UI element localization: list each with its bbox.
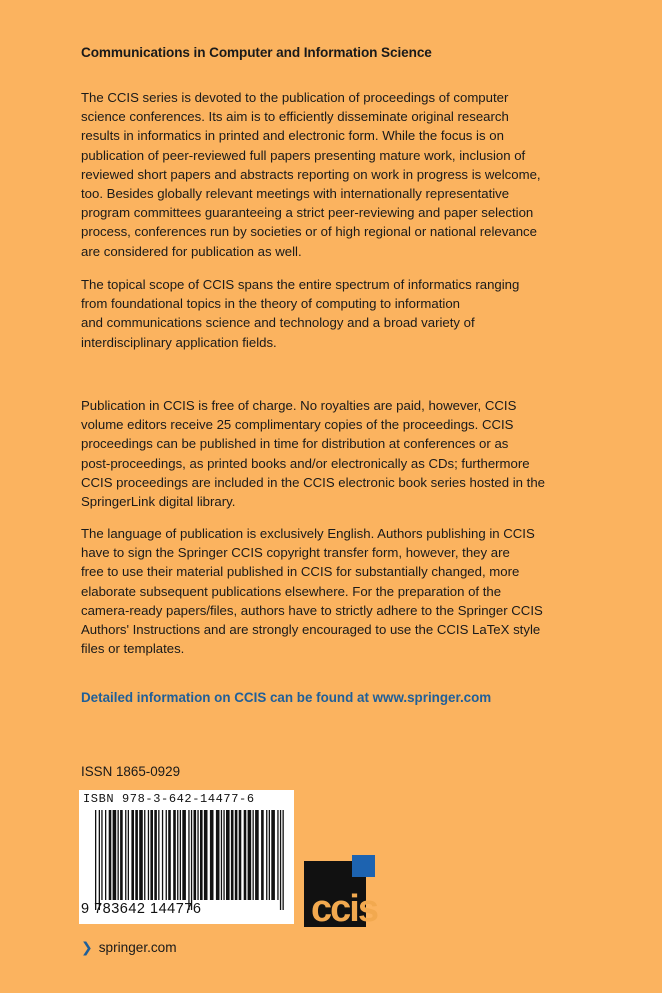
barcode-bar — [105, 810, 106, 900]
barcode-bar — [239, 810, 242, 900]
barcode-bar — [166, 810, 167, 900]
barcode-bar — [277, 810, 278, 900]
description-paragraph-3 — [81, 396, 551, 511]
barcode-bar — [177, 810, 178, 900]
logo-text: ccis — [311, 888, 377, 927]
barcode-bar — [144, 810, 145, 900]
logo-blue-square — [352, 855, 375, 877]
barcode-bar — [109, 810, 112, 900]
info-link[interactable]: Detailed information on CCIS can be found at www.springer.com — [81, 690, 492, 705]
barcode-bar — [125, 810, 126, 900]
text-line: The language of publication is exclusively English. Authors publishing in CCIS — [81, 526, 535, 541]
barcode-bar — [191, 810, 192, 910]
text-line: SpringerLink digital library. — [81, 494, 236, 510]
text-line: Authors' Instructions and are strongly encouraged to use the CCIS LaTeX style — [81, 622, 541, 638]
barcode-bar — [266, 810, 267, 900]
barcode-bar — [197, 810, 198, 900]
barcode-bar — [128, 810, 129, 900]
ccis-logo — [304, 855, 396, 927]
barcode-bar — [150, 810, 153, 900]
ean-digits: 9 783642 144776 — [81, 901, 202, 917]
barcode-bar — [135, 810, 138, 900]
text-line: publication of peer-reviewed full papers presenting mature work, inclusion of — [81, 147, 526, 163]
text-line: have to sign the Springer CCIS copyright transfer form, however, they are — [81, 545, 510, 561]
text-line: interdisciplinary application fields. — [81, 334, 277, 350]
barcode-bar — [120, 810, 123, 900]
barcode-bar — [261, 810, 264, 900]
barcode-bar — [216, 810, 220, 900]
description-paragraph-1 — [81, 88, 551, 261]
text-line: files or templates. — [81, 641, 185, 657]
series-title: Communications in Computer and Information Science — [81, 45, 432, 60]
barcode-bar — [223, 810, 224, 900]
text-line: too. Besides globally relevant meetings with internationally representative — [81, 186, 510, 202]
text-line: volume editors receive 25 complimentary copies of the proceedings. CCIS — [81, 417, 514, 433]
text-line: process, conferences run by societies or of high regional or national relevance — [81, 224, 537, 240]
barcode-bar — [226, 810, 230, 900]
barcode-bar — [244, 810, 247, 900]
barcode-bar — [148, 810, 149, 900]
barcode-bar — [188, 810, 189, 910]
barcode-bar — [204, 810, 208, 900]
text-line: proceedings can be published in time for distribution at conferences or as — [81, 436, 509, 452]
barcode-bar — [173, 810, 176, 900]
text-line: CCIS proceedings are included in the CCIS electronic book series hosted in the — [81, 474, 546, 490]
isbn-label: ISBN 978-3-642-14477-6 — [83, 792, 255, 806]
text-line: from foundational topics in the theory of computing to information — [81, 296, 460, 312]
text-line: science conferences. Its aim is to efficiently disseminate original research — [81, 109, 509, 125]
isbn-barcode — [79, 790, 294, 924]
barcode-bar — [210, 810, 214, 900]
issn: ISSN 1865-0929 — [81, 764, 181, 779]
barcode-bar — [194, 810, 197, 900]
barcode-bar — [253, 810, 254, 900]
barcode-bar — [154, 810, 157, 900]
barcode-bar — [131, 810, 134, 900]
barcode-bar — [139, 810, 143, 900]
barcode-bar — [231, 810, 234, 900]
barcode-bar — [168, 810, 171, 900]
text-line: elaborate subsequent publications elsewhere. For the preparation of the — [81, 583, 502, 599]
barcode-bar — [158, 810, 159, 900]
text-line: reviewed short papers and abstracts reporting on work in progress is welcome, — [81, 166, 541, 182]
barcode-bar — [182, 810, 186, 900]
barcode-bar — [113, 810, 117, 900]
text-line: The topical scope of CCIS spans the entire spectrum of informatics ranging — [81, 277, 520, 292]
text-line: program committees guaranteeing a strict peer-reviewing and paper selection — [81, 205, 534, 221]
barcode-bar — [95, 810, 96, 910]
springer-link[interactable]: springer.com — [98, 940, 177, 955]
description-paragraph-2 — [81, 275, 551, 352]
chevron-right-icon: ❯ — [81, 939, 93, 955]
barcode-bar — [200, 810, 203, 900]
barcode-bar — [235, 810, 238, 900]
barcode-bar — [269, 810, 270, 900]
text-line: are considered for publication as well. — [81, 243, 302, 259]
barcode-bar — [271, 810, 275, 900]
text-line: Publication in CCIS is free of charge. No royalties are paid, however, CCIS — [81, 398, 517, 413]
barcode-bar — [255, 810, 259, 900]
text-line: post-proceedings, as printed books and/or electronically as CDs; furthermore — [81, 455, 530, 471]
barcode-bar — [248, 810, 252, 900]
text-line: The CCIS series is devoted to the publication of proceedings of computer — [81, 90, 509, 105]
description-paragraph-4 — [81, 524, 551, 658]
barcode-bar — [180, 810, 181, 900]
barcode-bar — [99, 810, 100, 910]
text-line: free to use their material published in CCIS for substantially changed, more — [81, 564, 520, 580]
barcode-bar — [162, 810, 163, 900]
barcode-bar — [221, 810, 222, 900]
barcode-bar — [101, 810, 102, 900]
barcode-bar — [283, 810, 284, 910]
text-line: and communications science and technology and a broad variety of — [81, 315, 475, 331]
barcode-bar — [118, 810, 119, 900]
barcode-bar — [280, 810, 281, 910]
text-line: camera-ready papers/files, authors have to strictly adhere to the Springer CCIS — [81, 602, 543, 618]
text-line: results in informatics in printed and electronic form. While the focus is on — [81, 128, 504, 144]
springer-footer[interactable] — [81, 939, 177, 956]
